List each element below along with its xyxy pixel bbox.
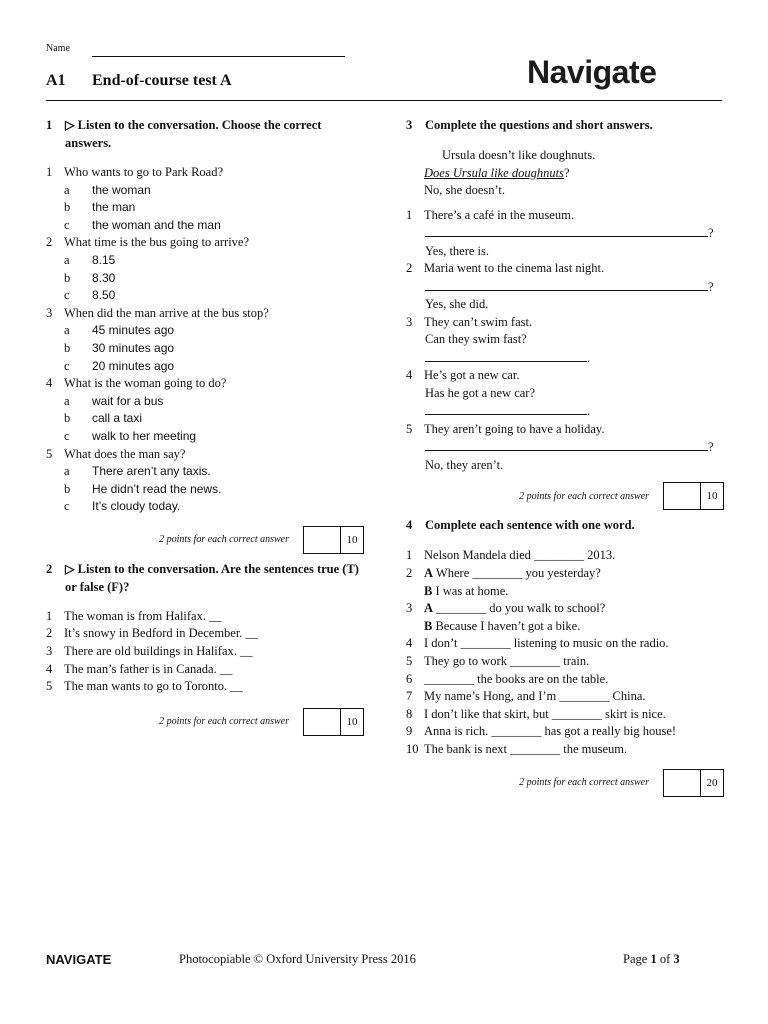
play-icon[interactable]: ▷ xyxy=(65,561,75,576)
score-input[interactable] xyxy=(664,483,701,509)
answer-blank[interactable] xyxy=(425,349,587,362)
section-3-score: 2 points for each correct answer 10 xyxy=(406,482,724,510)
list-item: 1 There’s a café in the museum. xyxy=(406,207,574,222)
list-item[interactable]: 4 The man’s father is in Canada. __ xyxy=(46,661,233,676)
list-item[interactable]: 2 A Where ________ you yesterday? xyxy=(406,566,601,581)
section-1-heading: 1 ▷ Listen to the conversation. Choose the correct answers. xyxy=(46,118,322,150)
section-1-questions xyxy=(46,164,364,516)
answer-option[interactable]: c It’s cloudy today. xyxy=(64,499,181,514)
answer-option[interactable]: a There aren’t any taxis. xyxy=(64,464,211,479)
question: 2 What time is the bus going to arrive? xyxy=(46,235,250,250)
score-input[interactable] xyxy=(664,770,701,796)
play-icon[interactable]: ▷ xyxy=(65,118,75,132)
right-column xyxy=(406,116,724,797)
score-box: 10 xyxy=(303,526,364,554)
answer-blank[interactable] xyxy=(425,278,708,291)
section-1-score: 2 points for each correct answer 10 xyxy=(46,526,364,554)
footer-copyright: Photocopiable © Oxford University Press 2016 xyxy=(179,952,416,966)
section-4-score: 2 points for each correct answer 20 xyxy=(406,769,724,797)
section-3-items: 1 There’s a café in the museum. ? Yes, there is. 2 Maria went to the cinema last night. ? Yes, she did. 3 They can’t swim fast. Can they swim fast? . 4 He’s got a new car. Has he got a new car? . 5 They aren’t going to have a holiday. ? No, they aren’t. xyxy=(406,207,724,475)
section-3-heading: 3 Complete the questions and short answers. xyxy=(406,118,653,132)
answer-option[interactable]: c walk to her meeting xyxy=(64,428,197,443)
answer-option[interactable]: c 20 minutes ago xyxy=(64,358,175,373)
score-input[interactable] xyxy=(304,709,341,735)
section-4-items xyxy=(406,547,724,758)
answer-option[interactable]: c the woman and the man xyxy=(64,217,221,232)
answer-option[interactable]: b 8.30 xyxy=(64,270,116,285)
answer-option[interactable]: a the woman xyxy=(64,182,151,197)
list-item: 2 Maria went to the cinema last night. xyxy=(406,261,605,276)
list-item[interactable]: 3 A ________ do you walk to school? xyxy=(406,601,606,616)
list-item: B Because I haven’t got a bike. xyxy=(424,618,581,633)
header-divider xyxy=(46,100,722,101)
level-label: A1 xyxy=(46,72,66,89)
question: 5 What does the man say? xyxy=(46,446,186,461)
answer-option[interactable]: a wait for a bus xyxy=(64,393,164,408)
answer-option[interactable]: b He didn’t read the news. xyxy=(64,481,222,496)
score-input[interactable] xyxy=(304,527,341,553)
answer-option[interactable]: a 8.15 xyxy=(64,252,116,267)
answer-option[interactable]: b call a taxi xyxy=(64,411,143,426)
list-item[interactable]: 3 There are old buildings in Halifax. __ xyxy=(46,644,253,659)
left-column xyxy=(46,116,364,736)
score-box: 10 xyxy=(303,708,364,736)
answer-blank[interactable] xyxy=(425,224,708,237)
score-box: 10 xyxy=(663,482,724,510)
page-title: End-of-course test A xyxy=(92,72,232,89)
list-item: B I was at home. xyxy=(424,583,509,598)
question: 4 What is the woman going to do? xyxy=(46,376,227,391)
list-item[interactable]: 1 Nelson Mandela died ________ 2013. xyxy=(406,548,616,563)
list-item[interactable]: 2 It’s snowy in Bedford in December. __ xyxy=(46,626,259,641)
answer-option[interactable]: a 45 minutes ago xyxy=(64,323,175,338)
list-item[interactable]: 6 ________ the books are on the table. xyxy=(406,671,609,686)
list-item: 3 They can’t swim fast. xyxy=(406,314,533,329)
list-item[interactable]: 5 They go to work ________ train. xyxy=(406,654,590,669)
answer-blank[interactable] xyxy=(425,402,587,415)
list-item[interactable]: 9 Anna is rich. ________ has got a really big house! xyxy=(406,724,677,739)
list-item[interactable]: 7 My name’s Hong, and I’m ________ China. xyxy=(406,689,646,704)
list-item: 4 He’s got a new car. xyxy=(406,368,520,383)
question: 1 Who wants to go to Park Road? xyxy=(46,165,224,179)
list-item: 5 They aren’t going to have a holiday. xyxy=(406,421,605,436)
navigate-logo: Navigate xyxy=(527,54,657,90)
section-2-heading: 2 ▷ Listen to the conversation. Are the sentences true (T) or false (F)? xyxy=(46,561,359,594)
section-2-items xyxy=(46,608,364,696)
answer-blank[interactable] xyxy=(425,438,708,451)
page-indicator: Page 1 of 3 xyxy=(623,952,680,966)
name-label: Name xyxy=(46,43,70,54)
question: 3 When did the man arrive at the bus stop? xyxy=(46,305,269,320)
answer-option[interactable]: b 30 minutes ago xyxy=(64,340,175,355)
section-3-example: Ursula doesn’t like doughnuts. Does Ursula like doughnuts? No, she doesn’t. xyxy=(424,148,596,197)
footer-brand: NAVIGATE xyxy=(46,952,112,967)
list-item[interactable]: 10 The bank is next ________ the museum. xyxy=(406,742,628,756)
section-2-score: 2 points for each correct answer 10 xyxy=(46,708,364,736)
answer-option[interactable]: b the man xyxy=(64,200,136,215)
name-field[interactable] xyxy=(92,56,345,57)
list-item[interactable]: 4 I don’t ________ listening to music on the radio. xyxy=(406,636,669,651)
score-box: 20 xyxy=(663,769,724,797)
list-item[interactable]: 1 The woman is from Halifax. __ xyxy=(46,608,222,623)
list-item[interactable]: 8 I don’t like that skirt, but ________ skirt is nice. xyxy=(406,706,666,721)
section-4-heading: 4 Complete each sentence with one word. xyxy=(406,518,635,533)
list-item[interactable]: 5 The man wants to go to Toronto. __ xyxy=(46,679,243,694)
answer-option[interactable]: c 8.50 xyxy=(64,288,116,303)
